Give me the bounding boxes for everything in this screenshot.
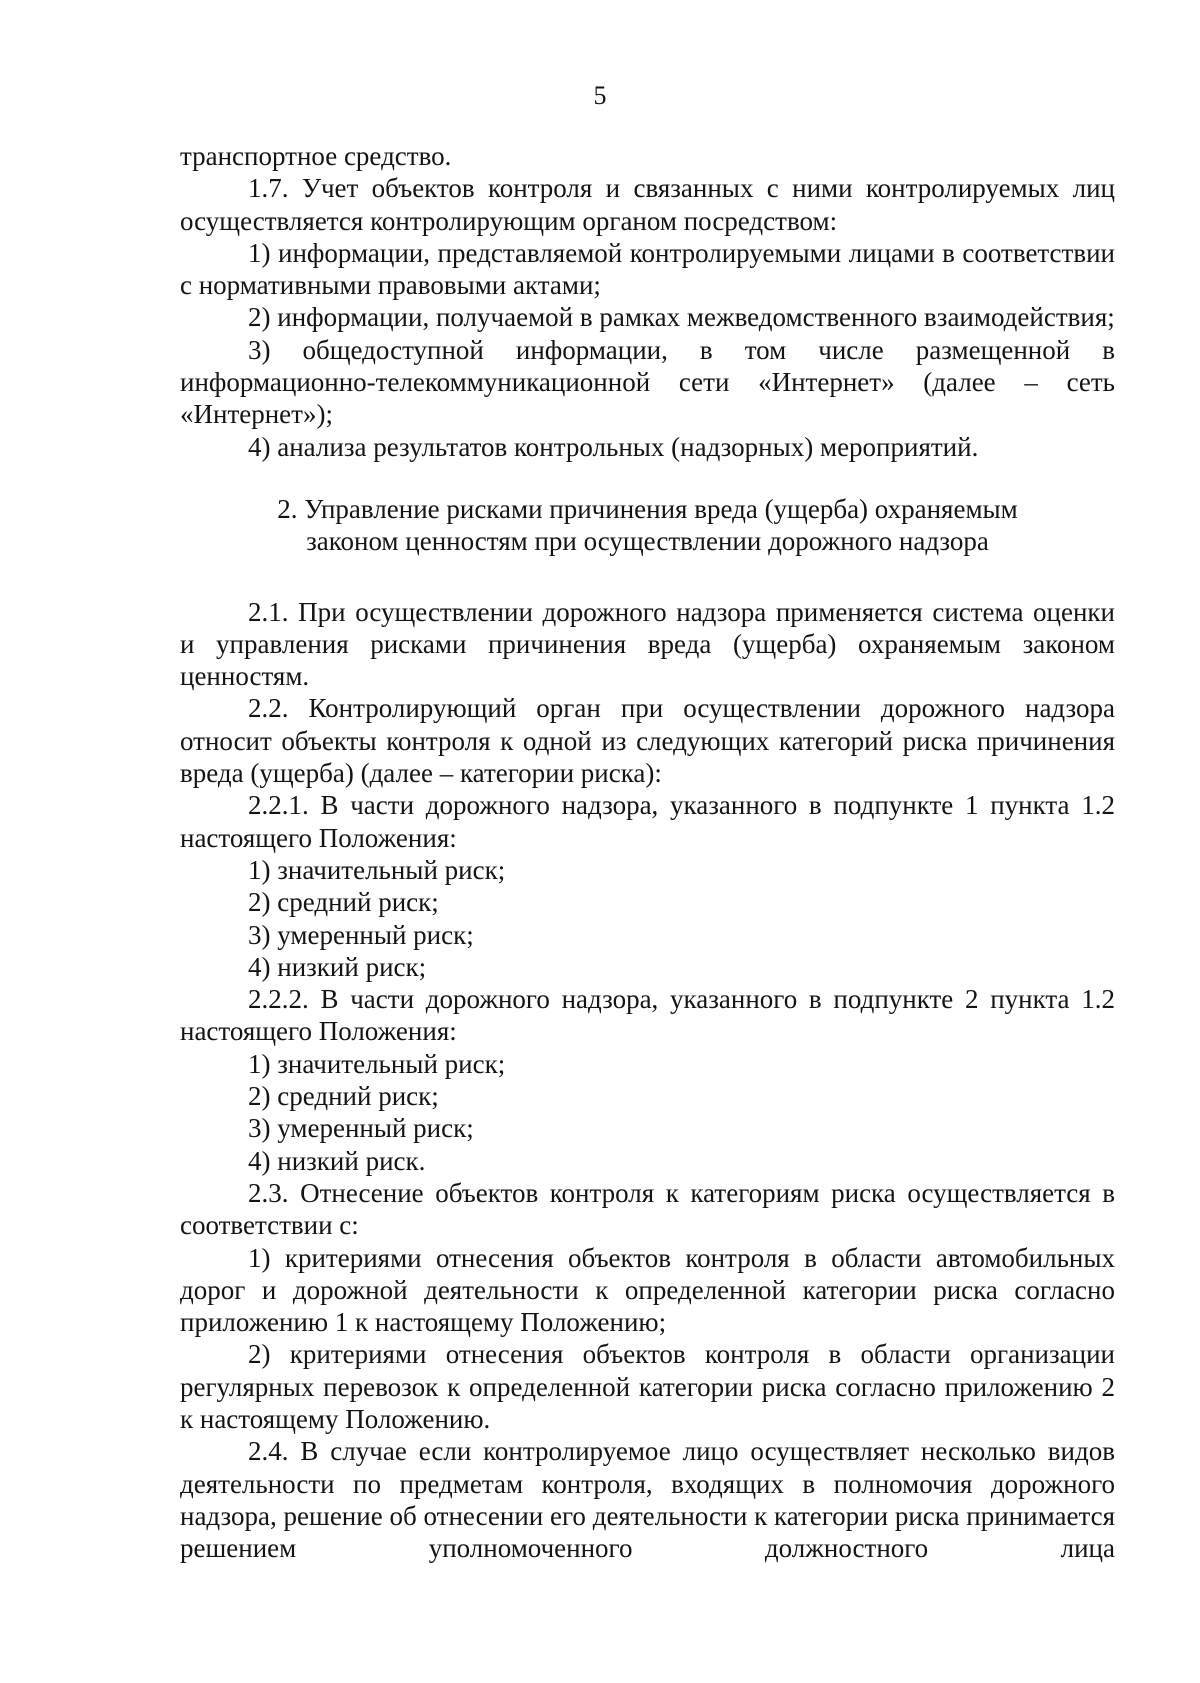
document-body <box>180 140 1115 1564</box>
list-item: 2) средний риск; <box>248 1081 439 1112</box>
section-heading-line: законом ценностям при осуществлении дорожного надзора <box>306 526 989 557</box>
list-item: 2) средний риск; <box>248 887 439 918</box>
paragraph: транспортное средство. <box>180 141 452 171</box>
paragraph-2-2-1: 2.2.1. В части дорожного надзора, указанного в подпункте 1 пункта 1.2 настоящего Положения: <box>180 790 1115 853</box>
list-item: 1) критериями отнесения объектов контроля в области автомобильных дорог и дорожной деятельности к определенной категории риска согласно приложению 1 к настоящему Положению; <box>180 1242 1115 1338</box>
paragraph-2-2-2: 2.2.2. В части дорожного надзора, указанного в подпункте 2 пункта 1.2 настоящего Положения: <box>180 984 1115 1047</box>
paragraph-2-3: 2.3. Отнесение объектов контроля к категориям риска осуществляется в соответствии с: <box>180 1177 1115 1241</box>
paragraph-2-1: 2.1. При осуществлении дорожного надзора применяется система оценки и управления рисками причинения вреда (ущерба) охраняемым законом ценностям. <box>180 596 1115 692</box>
paragraph-2-2: 2.2. Контролирующий орган при осуществлении дорожного надзора относит объекты контроля к одной из следующих категорий риска причинения вреда (ущерба) (далее – категории риска): <box>180 693 1115 789</box>
list-item: 2) критериями отнесения объектов контроля в области организации регулярных перевозок к определенной категории риска согласно приложению 2 к настоящему Положению. <box>180 1339 1115 1434</box>
list-item: 3) общедоступной информации, в том числе размещенной в информационно-телекоммуникационной сети «Интернет» (далее – сеть «Интернет»); <box>180 334 1115 430</box>
paragraph-1-7: 1.7. Учет объектов контроля и связанных с ними контролируемых лиц осуществляется контролирующим органом посредством: <box>180 173 1115 236</box>
list-item: 2) информации, получаемой в рамках межведомственного взаимодействия; <box>248 302 1115 333</box>
list-item: 3) умеренный риск; <box>248 1113 474 1144</box>
list-item: 4) низкий риск. <box>248 1145 426 1176</box>
page-number: 5 <box>593 81 607 110</box>
section-heading <box>180 493 1115 558</box>
list-item: 1) значительный риск; <box>248 1048 506 1079</box>
list-item: 3) умеренный риск; <box>248 919 474 950</box>
paragraph-2-4: 2.4. В случае если контролируемое лицо осуществляет несколько видов деятельности по предметам контроля, входящих в полномочия дорожного надзора, решение об отнесении его деятельности к категории риска принимается решением уполномоченного должностного лица <box>180 1436 1115 1564</box>
list-item: 4) анализа результатов контрольных (надзорных) мероприятий. <box>248 431 979 462</box>
list-item: 1) значительный риск; <box>248 854 506 885</box>
list-item: 4) низкий риск; <box>248 951 427 982</box>
section-heading-line: 2. Управление рисками причинения вреда (ущерба) охраняемым <box>277 493 1018 524</box>
list-item: 1) информации, представляемой контролируемыми лицами в соответствии с нормативными правовыми актами; <box>180 237 1115 301</box>
